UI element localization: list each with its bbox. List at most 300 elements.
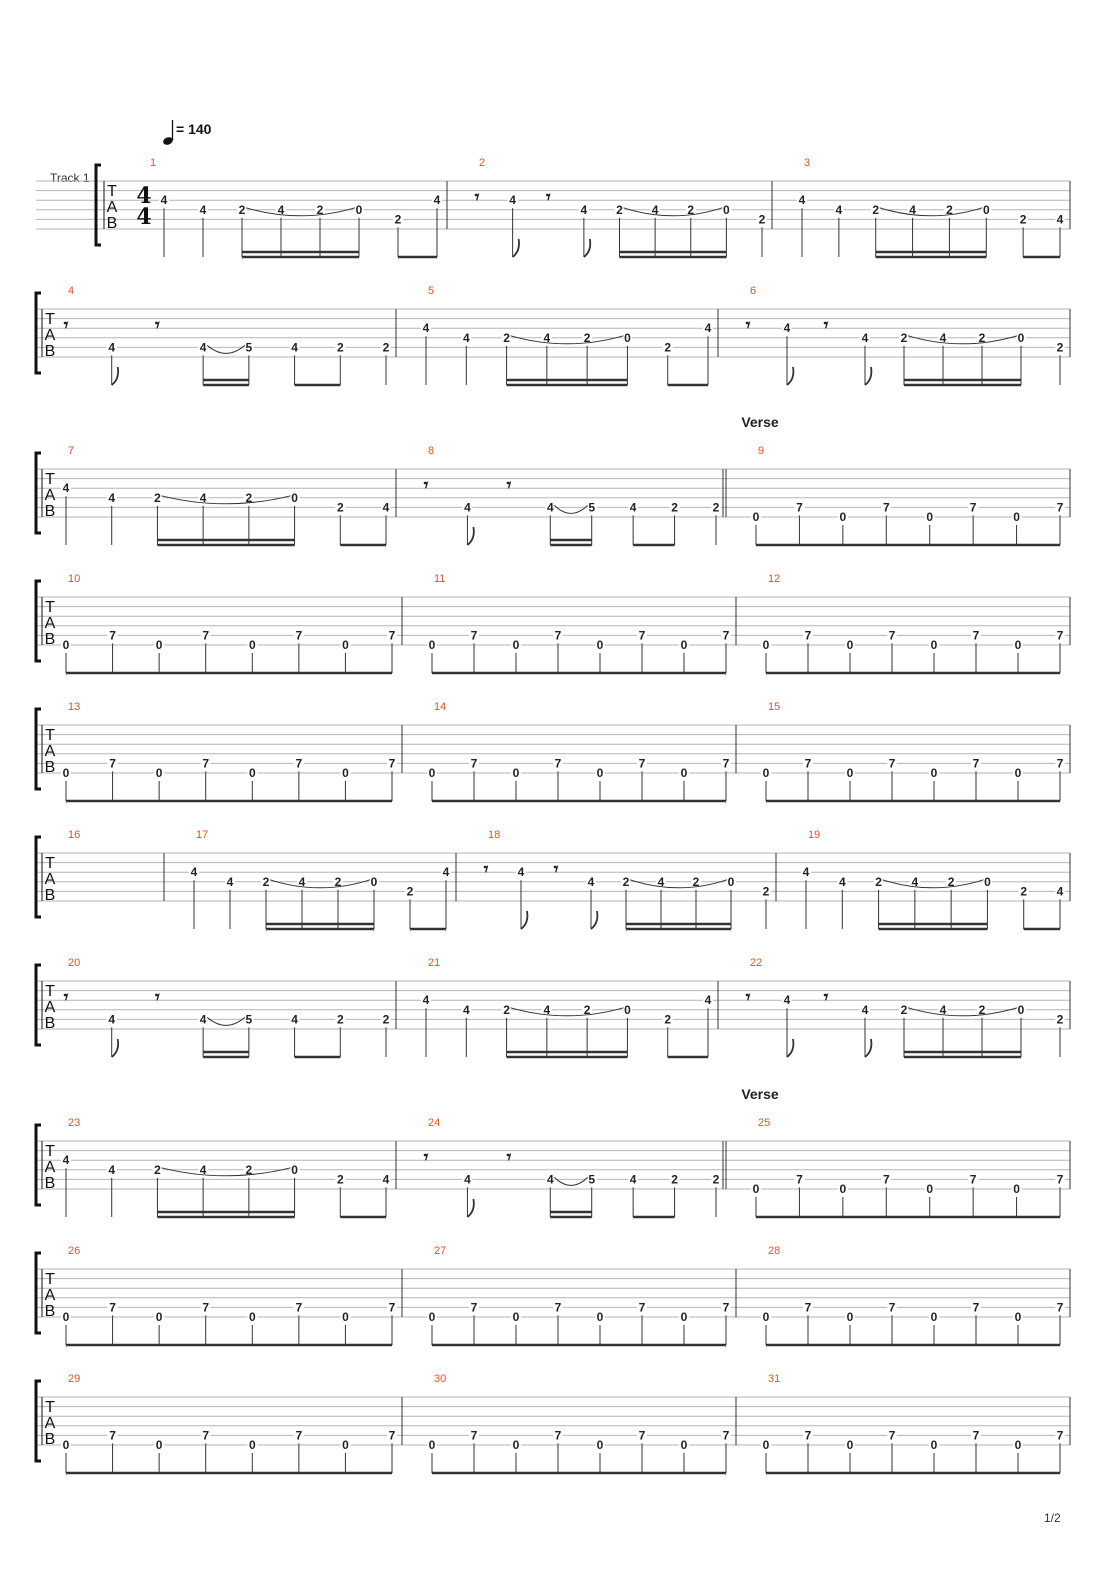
fret-number: 7 bbox=[1056, 500, 1064, 515]
fret-number: 0 bbox=[839, 510, 847, 524]
measure-number: 7 bbox=[68, 445, 75, 457]
systems bbox=[36, 157, 1070, 1473]
measure-6 bbox=[746, 285, 1070, 385]
measure-number: 8 bbox=[428, 445, 435, 457]
fret-number: 7 bbox=[109, 756, 116, 771]
system-7 bbox=[36, 957, 1070, 1057]
fret-number: 0 bbox=[930, 1438, 938, 1452]
eighth-rest: 𝄾 bbox=[823, 987, 829, 1008]
fret-number: 0 bbox=[155, 1438, 163, 1452]
fret-number: 0 bbox=[752, 1182, 760, 1196]
note-flag bbox=[787, 1039, 793, 1057]
note-flag bbox=[865, 1039, 871, 1057]
fret-number: 7 bbox=[888, 1300, 896, 1315]
section-label: Verse bbox=[741, 1086, 779, 1102]
tab-clef-letter: A bbox=[44, 1415, 56, 1432]
tab-clef-letter: A bbox=[106, 199, 118, 216]
measure-number: 23 bbox=[68, 1117, 81, 1129]
fret-number: 0 bbox=[342, 638, 349, 652]
fret-number: 4 bbox=[190, 865, 198, 880]
fret-number: 0 bbox=[342, 766, 349, 780]
fret-number: 4 bbox=[462, 330, 470, 345]
fret-number: 0 bbox=[1014, 766, 1022, 780]
tab-clef-letter: B bbox=[44, 1303, 56, 1320]
fret-number: 4 bbox=[199, 202, 207, 217]
fret-number: 2 bbox=[872, 202, 880, 217]
system-4 bbox=[36, 573, 1070, 673]
measure-number: 10 bbox=[68, 573, 81, 585]
tab-clef-letter: A bbox=[44, 487, 56, 504]
tab-clef-letter: T bbox=[45, 983, 55, 1000]
fret-number: 2 bbox=[1056, 1012, 1064, 1027]
fret-number: 4 bbox=[939, 330, 947, 345]
tab-clef-letter: B bbox=[106, 215, 118, 232]
measure-15 bbox=[761, 701, 1070, 801]
fret-number: 7 bbox=[638, 628, 646, 643]
fret-number: 2 bbox=[712, 1172, 720, 1187]
measure-number: 26 bbox=[68, 1245, 81, 1257]
fret-number: 0 bbox=[155, 638, 163, 652]
system-bracket bbox=[36, 837, 41, 917]
fret-number: 4 bbox=[861, 1002, 869, 1017]
fret-number: 0 bbox=[762, 1310, 770, 1324]
fret-number: 7 bbox=[804, 1428, 812, 1443]
tab-clef-letter: T bbox=[45, 1143, 55, 1160]
fret-number: 7 bbox=[638, 1428, 646, 1443]
fret-number: 2 bbox=[692, 874, 700, 889]
header bbox=[50, 120, 212, 185]
fret-number: 2 bbox=[622, 874, 630, 889]
fret-number: 0 bbox=[984, 874, 991, 889]
fret-number: 2 bbox=[1056, 340, 1064, 355]
fret-number: 0 bbox=[370, 874, 378, 889]
fret-number: 2 bbox=[946, 202, 953, 217]
fret-number: 7 bbox=[554, 1300, 562, 1315]
fret-number: 0 bbox=[762, 766, 770, 780]
fret-number: 4 bbox=[464, 500, 471, 515]
fret-number: 4 bbox=[422, 993, 430, 1008]
fret-number: 4 bbox=[509, 193, 516, 208]
fret-number: 7 bbox=[972, 756, 980, 771]
fret-number: 0 bbox=[930, 1310, 938, 1324]
fret-number: 2 bbox=[382, 340, 390, 355]
system-bracket bbox=[36, 293, 41, 373]
system-bracket bbox=[36, 709, 41, 789]
fret-number: 7 bbox=[470, 756, 478, 771]
tab-clef-letter: A bbox=[44, 615, 56, 632]
fret-number: 0 bbox=[624, 330, 631, 345]
fret-number: 2 bbox=[1020, 884, 1028, 899]
fret-number: 7 bbox=[388, 1300, 396, 1315]
eighth-rest: 𝄾 bbox=[745, 987, 751, 1008]
eighth-rest: 𝄾 bbox=[155, 315, 160, 336]
eighth-rest: 𝄾 bbox=[155, 987, 160, 1008]
fret-number: 0 bbox=[926, 510, 934, 524]
measure-21 bbox=[421, 957, 718, 1057]
tab-clef-letter: B bbox=[44, 1175, 56, 1192]
measure-5 bbox=[421, 285, 718, 385]
slur bbox=[270, 880, 370, 888]
fret-number: 2 bbox=[664, 340, 672, 355]
fret-number: 4 bbox=[1056, 212, 1064, 227]
fret-number: 0 bbox=[1017, 330, 1025, 345]
fret-number: 2 bbox=[336, 1172, 344, 1187]
fret-number: 4 bbox=[911, 874, 919, 889]
fret-number: 2 bbox=[583, 330, 591, 345]
fret-number: 2 bbox=[262, 874, 270, 889]
tab-clef-letter: T bbox=[45, 855, 55, 872]
measure-3 bbox=[797, 157, 1070, 257]
fret-number: 7 bbox=[972, 1300, 980, 1315]
eighth-rest: 𝄾 bbox=[423, 1147, 429, 1168]
fret-number: 4 bbox=[422, 321, 430, 336]
measure-18 bbox=[484, 829, 776, 929]
tab-clef-letter: T bbox=[45, 471, 55, 488]
tab-clef-letter: A bbox=[44, 743, 56, 760]
fret-number: 7 bbox=[804, 1300, 812, 1315]
fret-number: 7 bbox=[888, 756, 896, 771]
fret-number: 2 bbox=[900, 1002, 908, 1017]
fret-number: 0 bbox=[62, 1438, 70, 1452]
fret-number: 7 bbox=[804, 628, 812, 643]
tab-clef-letter: T bbox=[45, 1399, 55, 1416]
fret-number: 4 bbox=[199, 1012, 207, 1027]
measure-number: 14 bbox=[434, 701, 447, 713]
fret-number: 0 bbox=[342, 1310, 349, 1324]
fret-number: 0 bbox=[846, 766, 854, 780]
fret-number: 4 bbox=[543, 330, 551, 345]
tab-clef-letter: T bbox=[45, 1271, 55, 1288]
fret-number: 0 bbox=[512, 766, 520, 780]
fret-number: 2 bbox=[382, 1012, 390, 1027]
fret-number: 2 bbox=[245, 490, 253, 505]
measure-number: 20 bbox=[68, 957, 81, 969]
fret-number: 4 bbox=[108, 1162, 116, 1177]
fret-number: 4 bbox=[108, 340, 116, 355]
measure-number: 19 bbox=[808, 829, 821, 841]
fret-number: 4 bbox=[108, 490, 116, 505]
measure-19 bbox=[801, 829, 1070, 929]
fret-number: 0 bbox=[155, 766, 163, 780]
eighth-rest: 𝄾 bbox=[823, 315, 829, 336]
measure-number: 5 bbox=[428, 285, 435, 297]
fret-number: 2 bbox=[687, 202, 695, 217]
fret-number: 7 bbox=[638, 1300, 646, 1315]
measure-24 bbox=[424, 1117, 726, 1217]
fret-number: 0 bbox=[342, 1438, 349, 1452]
fret-number: 4 bbox=[62, 481, 70, 496]
fret-number: 4 bbox=[62, 1153, 70, 1168]
fret-number: 2 bbox=[875, 874, 882, 889]
measure-23 bbox=[61, 1117, 396, 1217]
note-flag bbox=[112, 1039, 118, 1057]
tab-clef-letter: A bbox=[44, 327, 56, 344]
fret-number: 7 bbox=[295, 756, 303, 771]
fret-number: 0 bbox=[512, 1310, 520, 1324]
fret-number: 4 bbox=[861, 330, 869, 345]
fret-number: 2 bbox=[978, 1002, 986, 1017]
fret-number: 7 bbox=[1056, 1300, 1064, 1315]
fret-number: 0 bbox=[355, 202, 363, 217]
fret-number: 4 bbox=[704, 321, 712, 336]
fret-number: 7 bbox=[554, 628, 562, 643]
fret-number: 2 bbox=[503, 330, 510, 345]
note-flag bbox=[865, 367, 871, 385]
slur bbox=[908, 1008, 1017, 1016]
fret-number: 7 bbox=[202, 628, 210, 643]
system-bracket bbox=[36, 1125, 41, 1205]
page-number: 1/2 bbox=[1044, 1511, 1061, 1525]
fret-number: 0 bbox=[1013, 510, 1020, 524]
tab-clef-letter: A bbox=[44, 871, 56, 888]
fret-number: 7 bbox=[882, 1172, 890, 1187]
fret-number: 7 bbox=[388, 1428, 396, 1443]
fret-number: 0 bbox=[62, 638, 70, 652]
fret-number: 5 bbox=[588, 1172, 596, 1187]
fret-number: 0 bbox=[846, 638, 854, 652]
fret-number: 4 bbox=[160, 193, 168, 208]
fret-number: 2 bbox=[394, 212, 402, 227]
measure-27 bbox=[427, 1245, 736, 1345]
slur bbox=[161, 1168, 290, 1176]
time-signature-bottom: 4 bbox=[136, 204, 152, 230]
fret-number: 0 bbox=[680, 1438, 688, 1452]
fret-number: 4 bbox=[835, 202, 843, 217]
eighth-rest: 𝄾 bbox=[63, 987, 69, 1008]
measure-number: 9 bbox=[758, 445, 765, 457]
measure-number: 30 bbox=[434, 1373, 447, 1385]
fret-number: 7 bbox=[470, 1428, 478, 1443]
fret-number: 4 bbox=[382, 500, 390, 515]
slur bbox=[161, 496, 290, 504]
fret-number: 0 bbox=[248, 1438, 256, 1452]
fret-number: 7 bbox=[722, 1300, 730, 1315]
note-flag bbox=[521, 911, 527, 929]
eighth-rest: 𝄾 bbox=[745, 315, 751, 336]
tab-clef-letter: T bbox=[107, 183, 117, 200]
eighth-rest: 𝄾 bbox=[506, 475, 512, 496]
measure-number: 28 bbox=[768, 1245, 781, 1257]
measure-number: 17 bbox=[196, 829, 209, 841]
slur bbox=[624, 208, 723, 216]
system-3 bbox=[36, 414, 1070, 545]
slur bbox=[554, 1177, 587, 1185]
system-bracket bbox=[36, 1253, 41, 1333]
note-flag bbox=[467, 527, 473, 545]
fret-number: 0 bbox=[926, 1182, 934, 1196]
system-1 bbox=[36, 157, 1070, 257]
slur bbox=[511, 1008, 624, 1016]
eighth-rest: 𝄾 bbox=[483, 859, 489, 880]
system-bracket bbox=[36, 1381, 41, 1461]
fret-number: 4 bbox=[783, 993, 791, 1008]
system-bracket bbox=[36, 581, 41, 661]
measure-2 bbox=[475, 157, 772, 257]
note-flag bbox=[787, 367, 793, 385]
tab-clef-letter: B bbox=[44, 343, 56, 360]
fret-number: 0 bbox=[624, 1002, 631, 1017]
eighth-rest: 𝄾 bbox=[553, 859, 559, 880]
slur bbox=[630, 880, 727, 888]
fret-number: 2 bbox=[978, 330, 986, 345]
fret-number: 2 bbox=[1019, 212, 1027, 227]
fret-number: 2 bbox=[336, 1012, 344, 1027]
fret-number: 7 bbox=[722, 756, 730, 771]
fret-number: 7 bbox=[388, 756, 396, 771]
fret-number: 7 bbox=[388, 628, 396, 643]
fret-number: 7 bbox=[1056, 1428, 1064, 1443]
measure-number: 27 bbox=[434, 1245, 447, 1257]
fret-number: 0 bbox=[428, 766, 436, 780]
measure-number: 29 bbox=[68, 1373, 81, 1385]
fret-number: 0 bbox=[248, 1310, 256, 1324]
fret-number: 7 bbox=[109, 1300, 116, 1315]
slur bbox=[883, 880, 984, 888]
slur bbox=[554, 505, 587, 513]
fret-number: 0 bbox=[727, 874, 735, 889]
tab-clef-letter: A bbox=[44, 1287, 56, 1304]
fret-number: 0 bbox=[428, 638, 436, 652]
note-flag bbox=[467, 1199, 473, 1217]
measure-31 bbox=[761, 1373, 1070, 1473]
fret-number: 0 bbox=[762, 1438, 770, 1452]
fret-number: 0 bbox=[596, 766, 604, 780]
tab-clef-letter: T bbox=[45, 599, 55, 616]
measure-10 bbox=[61, 573, 402, 673]
fret-number: 0 bbox=[1014, 1310, 1022, 1324]
tab-clef-letter: B bbox=[44, 887, 56, 904]
tab-clef-letter: T bbox=[45, 727, 55, 744]
fret-number: 4 bbox=[580, 202, 588, 217]
fret-number: 2 bbox=[316, 202, 324, 217]
fret-number: 7 bbox=[295, 1428, 303, 1443]
fret-number: 0 bbox=[428, 1310, 436, 1324]
fret-number: 4 bbox=[291, 1012, 298, 1027]
track-name: Track 1 bbox=[50, 171, 90, 185]
system-9 bbox=[36, 1245, 1070, 1345]
fret-number: 2 bbox=[503, 1002, 510, 1017]
measure-8 bbox=[424, 445, 726, 545]
fret-number: 4 bbox=[657, 874, 665, 889]
fret-number: 4 bbox=[382, 1172, 390, 1187]
fret-number: 4 bbox=[226, 874, 234, 889]
measure-number: 4 bbox=[68, 285, 75, 297]
fret-number: 0 bbox=[1014, 638, 1022, 652]
fret-number: 5 bbox=[245, 340, 253, 355]
measure-number: 15 bbox=[768, 701, 781, 713]
fret-number: 7 bbox=[888, 1428, 896, 1443]
fret-number: 4 bbox=[1056, 884, 1064, 899]
fret-number: 0 bbox=[596, 638, 604, 652]
fret-number: 7 bbox=[109, 628, 116, 643]
measure-number: 31 bbox=[768, 1373, 781, 1385]
measure-number: 12 bbox=[768, 573, 781, 585]
measure-17 bbox=[189, 829, 456, 929]
fret-number: 2 bbox=[336, 500, 344, 515]
fret-number: 7 bbox=[722, 1428, 730, 1443]
fret-number: 4 bbox=[433, 193, 441, 208]
fret-number: 2 bbox=[238, 202, 246, 217]
eighth-rest: 𝄾 bbox=[506, 1147, 512, 1168]
fret-number: 0 bbox=[428, 1438, 436, 1452]
fret-number: 2 bbox=[671, 1172, 678, 1187]
fret-number: 7 bbox=[796, 1172, 803, 1187]
measure-29 bbox=[61, 1373, 402, 1473]
note-flag bbox=[513, 239, 519, 257]
fret-number: 7 bbox=[1056, 628, 1064, 643]
fret-number: 7 bbox=[295, 628, 303, 643]
fret-number: 2 bbox=[671, 500, 678, 515]
tempo-marking bbox=[162, 120, 212, 146]
eighth-rest: 𝄾 bbox=[474, 187, 480, 208]
measure-30 bbox=[427, 1373, 736, 1473]
fret-number: 2 bbox=[900, 330, 908, 345]
fret-number: 7 bbox=[972, 628, 980, 643]
fret-number: 7 bbox=[796, 500, 803, 515]
fret-number: 4 bbox=[442, 865, 450, 880]
fret-number: 0 bbox=[291, 1162, 298, 1177]
fret-number: 0 bbox=[762, 638, 770, 652]
fret-number: 0 bbox=[291, 490, 298, 505]
tab-clef-letter: B bbox=[44, 1431, 56, 1448]
fret-number: 2 bbox=[583, 1002, 591, 1017]
measure-number: 24 bbox=[428, 1117, 441, 1129]
fret-number: 7 bbox=[888, 628, 896, 643]
slur bbox=[511, 336, 624, 344]
fret-number: 0 bbox=[930, 766, 938, 780]
measure-20 bbox=[64, 957, 396, 1057]
system-bracket bbox=[36, 965, 41, 1045]
measure-12 bbox=[761, 573, 1070, 673]
eighth-rest: 𝄾 bbox=[423, 475, 429, 496]
fret-number: 2 bbox=[758, 212, 766, 227]
fret-number: 7 bbox=[969, 500, 977, 515]
fret-number: 4 bbox=[798, 193, 806, 208]
fret-number: 4 bbox=[199, 340, 207, 355]
measure-number: 22 bbox=[750, 957, 763, 969]
fret-number: 4 bbox=[517, 865, 525, 880]
fret-number: 4 bbox=[298, 874, 306, 889]
fret-number: 7 bbox=[882, 500, 890, 515]
note-flag bbox=[591, 911, 597, 929]
fret-number: 2 bbox=[154, 490, 161, 505]
fret-number: 0 bbox=[596, 1310, 604, 1324]
fret-number: 7 bbox=[554, 1428, 562, 1443]
measure-number: 3 bbox=[804, 157, 811, 169]
tab-clef-letter: A bbox=[44, 999, 56, 1016]
measure-number: 25 bbox=[758, 1117, 771, 1129]
fret-number: 4 bbox=[629, 500, 637, 515]
measure-26 bbox=[61, 1245, 402, 1345]
fret-number: 0 bbox=[680, 766, 688, 780]
tempo-value: = 140 bbox=[176, 121, 212, 137]
fret-number: 7 bbox=[202, 756, 210, 771]
fret-number: 5 bbox=[245, 1012, 253, 1027]
fret-number: 0 bbox=[62, 766, 70, 780]
measure-number: 21 bbox=[428, 957, 441, 969]
measure-number: 13 bbox=[68, 701, 81, 713]
fret-number: 2 bbox=[664, 1012, 672, 1027]
measure-4 bbox=[64, 285, 396, 385]
measure-1 bbox=[150, 157, 447, 257]
measure-number: 2 bbox=[479, 157, 486, 169]
fret-number: 2 bbox=[616, 202, 623, 217]
fret-number: 0 bbox=[982, 202, 990, 217]
measure-25 bbox=[723, 1086, 1070, 1217]
note-flag bbox=[112, 367, 118, 385]
fret-number: 0 bbox=[512, 638, 520, 652]
slur bbox=[246, 208, 355, 216]
